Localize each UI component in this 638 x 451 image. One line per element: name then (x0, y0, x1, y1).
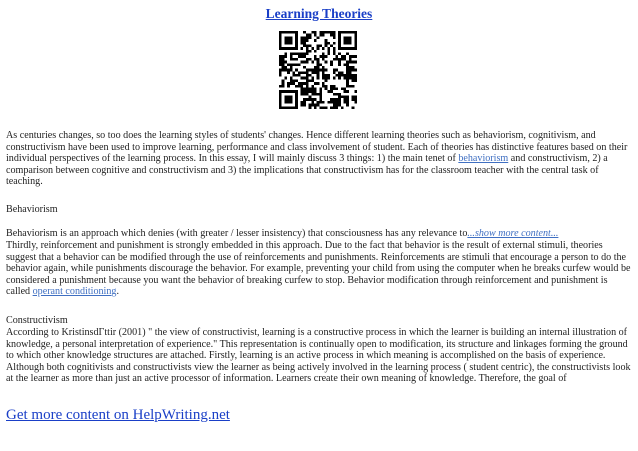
page-title[interactable]: Learning Theories (265, 6, 373, 21)
constructivism-heading: Constructivism (6, 315, 68, 326)
behaviorism-paragraph-2 (6, 240, 632, 298)
behaviorism-para2-end: . (116, 286, 119, 298)
show-more-link[interactable]: ...show more content... (467, 228, 559, 239)
intro-text-end: and constructivism, 2) a comparison between cognitive and constructivism and 3) the implications that constructivism has for the classroom teacher with the central task of teaching. (6, 153, 608, 188)
behaviorism-link[interactable]: behaviorism (458, 153, 509, 165)
behaviorism-para2-text: Thirdly, reinforcement and punishment is strongly embedded in this approach. Due to the fact that behavior is the result of external stimuli, theories suggest that a behavior can be modified through the use of reinforcements and punishments. Reinforcements are stimuli that encourage a person to do the behavior again, while punishments discourage the behavior. For example, preventing your child from using the computer when he breaks curfew would be considered a punishment because you want the behavior of breaking curfew to stop. Behavior modification through reinforcement and punishment is called (6, 240, 631, 298)
behaviorism-para1-text: Behaviorism is an approach which denies (with greater / lesser insistency) that consciousness has any relevance to (6, 228, 468, 239)
intro-paragraph (6, 130, 632, 188)
operant-conditioning-link[interactable]: operant conditioning (32, 286, 117, 298)
get-more-content-link[interactable]: Get more content on HelpWriting.net (6, 407, 230, 423)
behaviorism-paragraph-1 (6, 228, 632, 240)
behaviorism-heading: Behaviorism (6, 204, 58, 215)
intro-text-start: As centuries changes, so too does the learning styles of students' changes. Hence different learning theories such as behaviorism, cognitivism, and constructivism have been used to improve learning, performance and class involvement of student. Each of theories has distinctive features based on their individual perspectives of the learning process. In this essay, I will mainly discuss 3 things: 1) the main tenet of (6, 130, 628, 165)
qr-code-icon (279, 31, 357, 109)
constructivism-paragraph: According to KristinsdГttir (2001) " the view of constructivist, learning is a constructive process in which the learner is building an internal illustration of knowledge, a personal interpretation of experience." This representation is continually open to modification, its structure and linkages forming the ground to which other knowledge structures are attached. Firstly, learning is an active process in which meaning is accomplished on the basis of experience. Although both cognitivists and constructivists view the learner as being actively involved in the learning process ( student centric), the constructivists look at the learner as more than just an active processor of information. Learners create their own meaning of knowledge. Therefore, the goal of (6, 327, 631, 385)
